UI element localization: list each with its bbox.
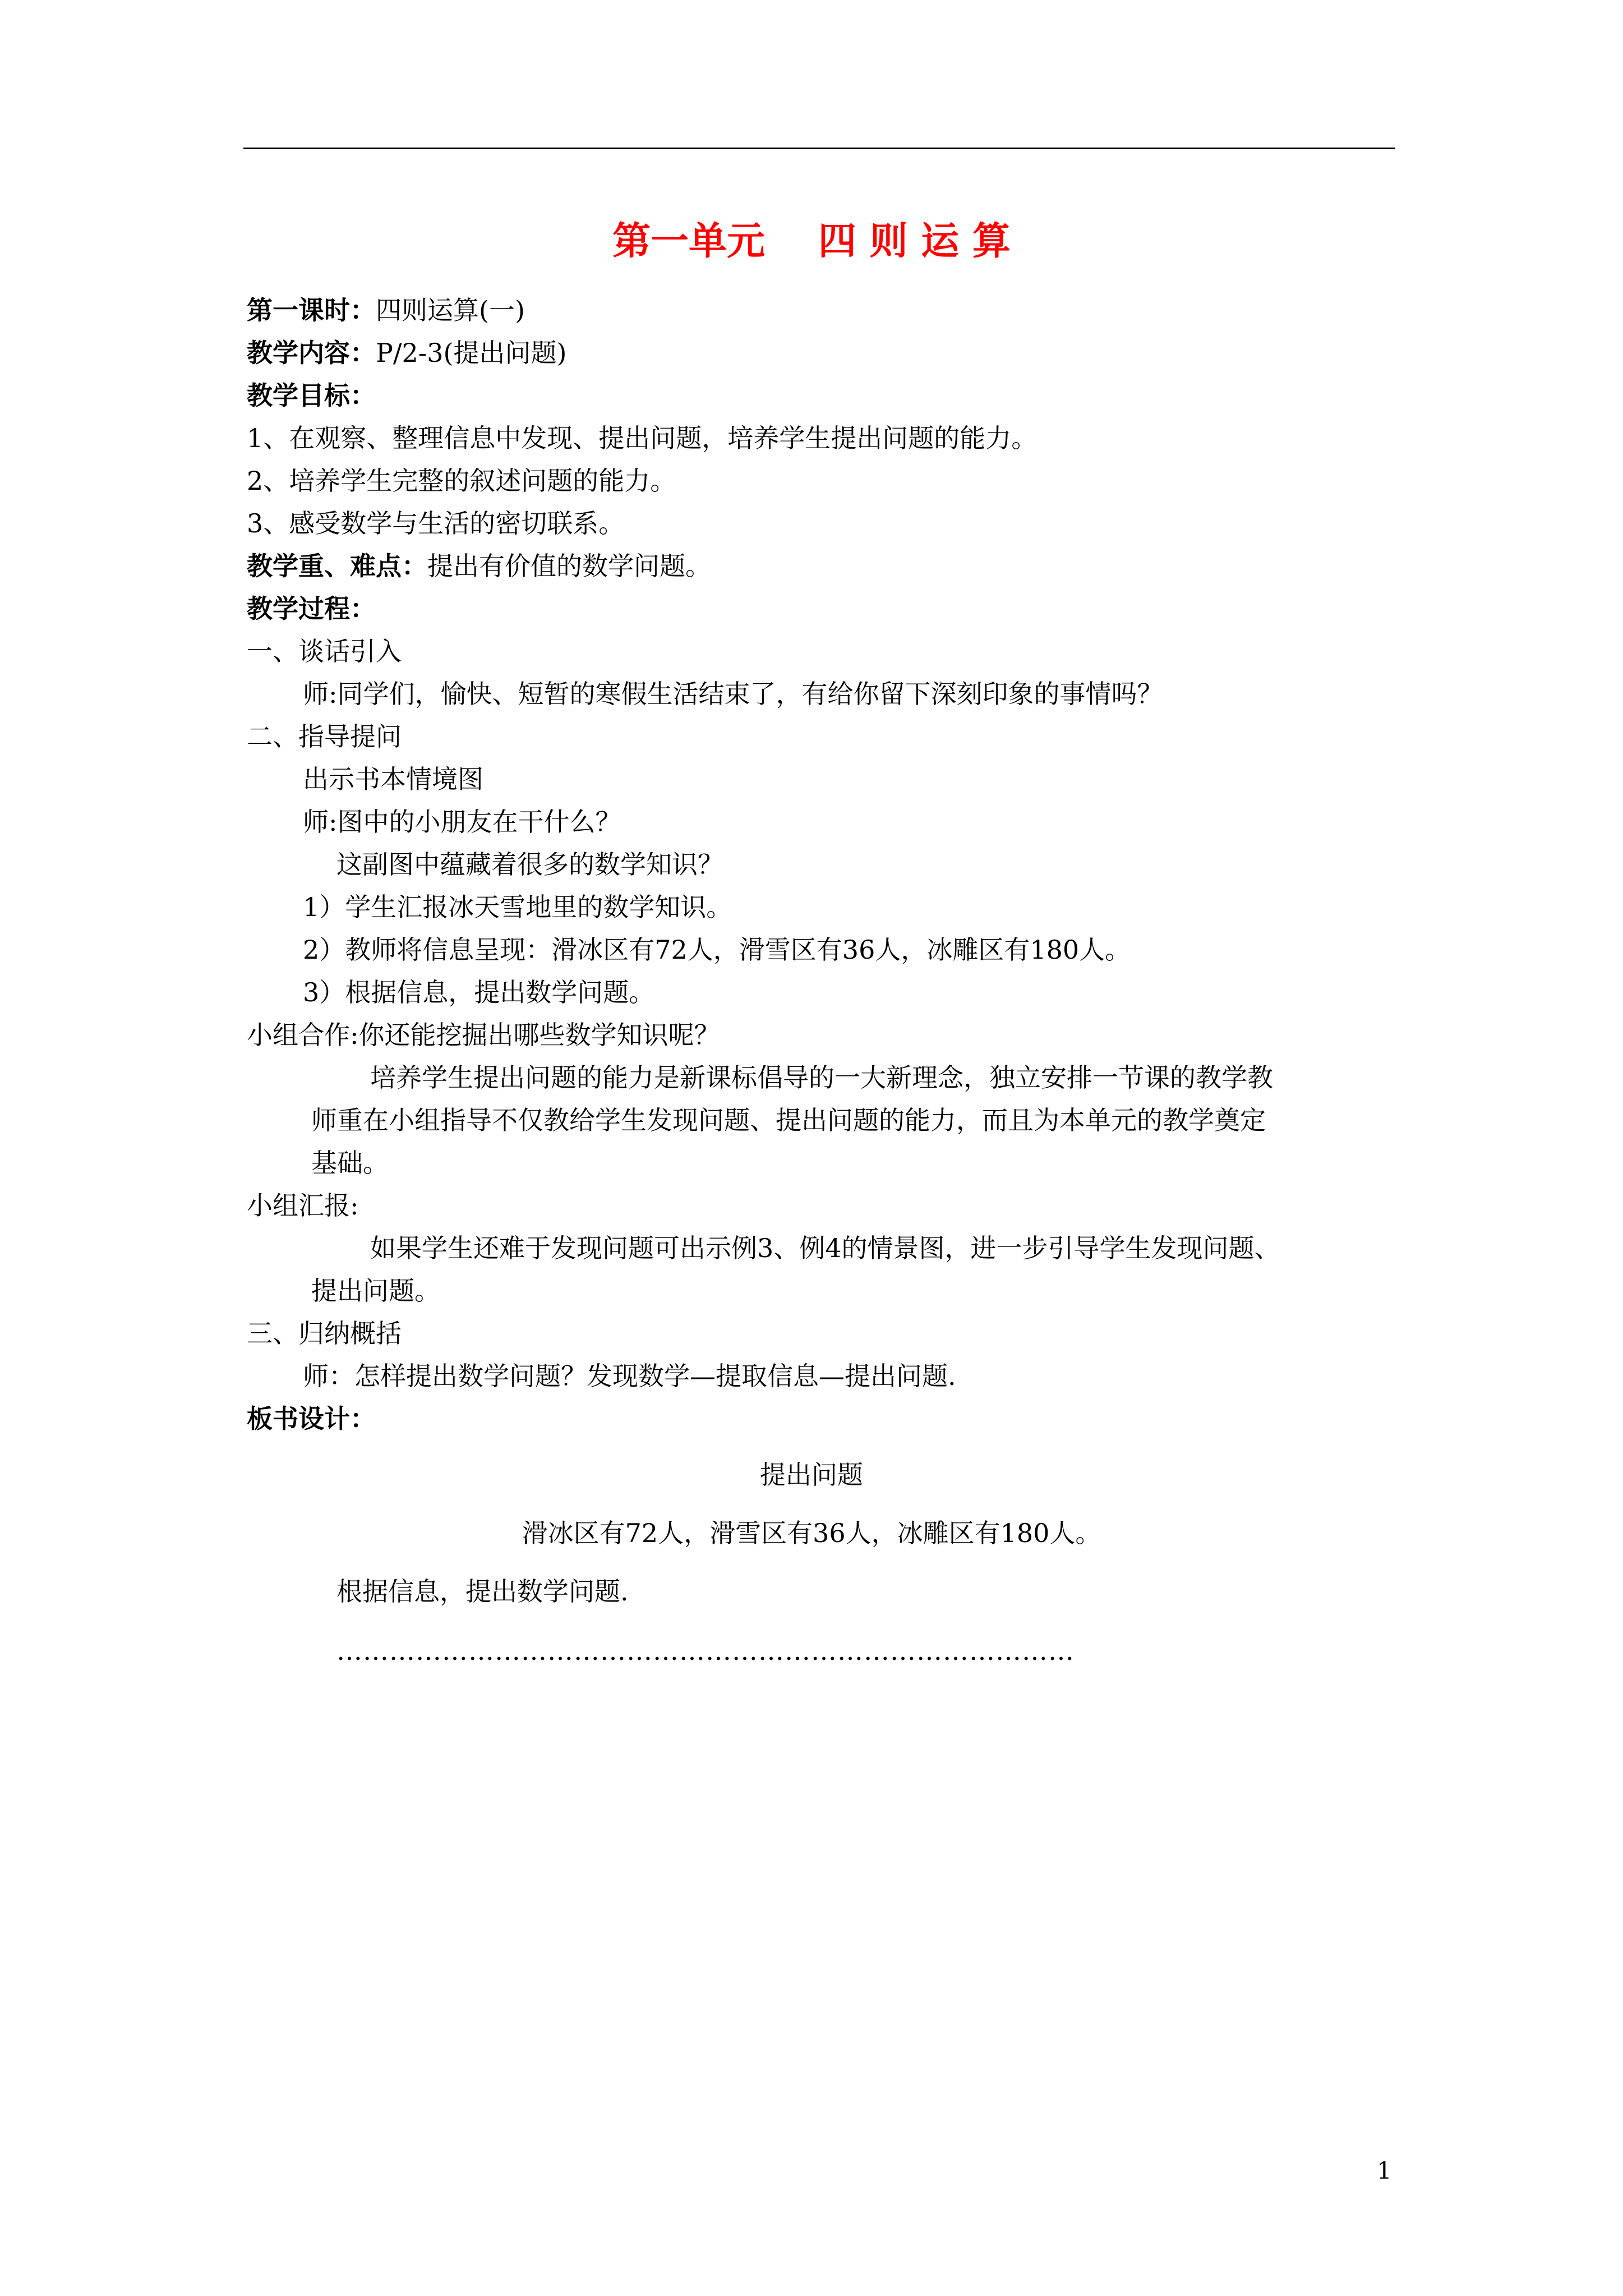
group-work-text: 师重在小组指导不仅教给学生发现问题、提出问题的能力，而且为本单元的教学奠定: [311, 1105, 1266, 1135]
section-text: 师：怎样提出数学问题？发现数学—提取信息—提出问题.: [303, 1361, 956, 1391]
lesson-label: 第一课时：: [247, 295, 376, 325]
section-text: 1）学生汇报冰天雪地里的数学知识。: [303, 892, 732, 922]
page-number: 1: [1377, 2157, 1392, 2184]
page-title: 第一单元 四 则 运 算: [612, 219, 1011, 264]
board-title: 提出问题: [760, 1460, 863, 1490]
board-heading: 板书设计：: [247, 1404, 376, 1434]
group-report-text: 如果学生还难于发现问题可出示例3、例4的情景图，进一步引导学生发现问题、: [370, 1233, 1280, 1263]
board-ellipsis: …………………………………………………………………………: [336, 1636, 1075, 1666]
lesson-value: 四则运算(一): [376, 295, 525, 325]
key-points-label: 教学重、难点：: [247, 551, 427, 581]
section-text: 出示书本情境图: [303, 764, 483, 794]
section-text: 3）根据信息，提出数学问题。: [303, 977, 655, 1007]
group-report-text: 提出问题。: [311, 1276, 440, 1306]
section-heading: 二、指导提问: [247, 721, 402, 752]
goal-item: 1、在观察、整理信息中发现、提出问题，培养学生提出问题的能力。: [247, 423, 1038, 453]
goal-item: 2、培养学生完整的叙述问题的能力。: [247, 466, 676, 496]
section-text: 师:同学们，愉快、短暂的寒假生活结束了，有给你留下深刻印象的事情吗？: [303, 679, 1163, 709]
goals-heading: 教学目标：: [247, 380, 376, 411]
section-heading: 三、归纳概括: [247, 1318, 402, 1349]
key-points-value: 提出有价值的数学问题。: [427, 551, 711, 581]
header-rule: [243, 148, 1395, 149]
process-heading: 教学过程：: [247, 593, 376, 624]
content-value: P/2-3(提出问题): [376, 338, 567, 368]
board-info: 滑冰区有72人，滑雪区有36人，冰雕区有180人。: [522, 1518, 1101, 1548]
group-work-text: 基础。: [311, 1148, 389, 1178]
group-report-heading: 小组汇报:: [247, 1190, 359, 1221]
group-work-text: 培养学生提出问题的能力是新课标倡导的一大新理念，独立安排一节课的教学教: [370, 1062, 1273, 1093]
key-points-row: [247, 547, 711, 585]
section-text: 这副图中蕴藏着很多的数学知识？: [336, 849, 723, 880]
section-text: 师:图中的小朋友在干什么？: [303, 807, 621, 837]
board-prompt: 根据信息，提出数学问题.: [336, 1576, 629, 1607]
lesson-row: [247, 292, 525, 329]
goal-item: 3、感受数学与生活的密切联系。: [247, 508, 625, 539]
group-work-heading: 小组合作:你还能挖掘出哪些数学知识呢？: [247, 1020, 720, 1050]
section-heading: 一、谈话引入: [247, 636, 402, 666]
section-text: 2）教师将信息呈现：滑冰区有72人，滑雪区有36人，冰雕区有180人。: [303, 935, 1131, 965]
content-label: 教学内容：: [247, 338, 376, 368]
content-row: [247, 334, 566, 371]
